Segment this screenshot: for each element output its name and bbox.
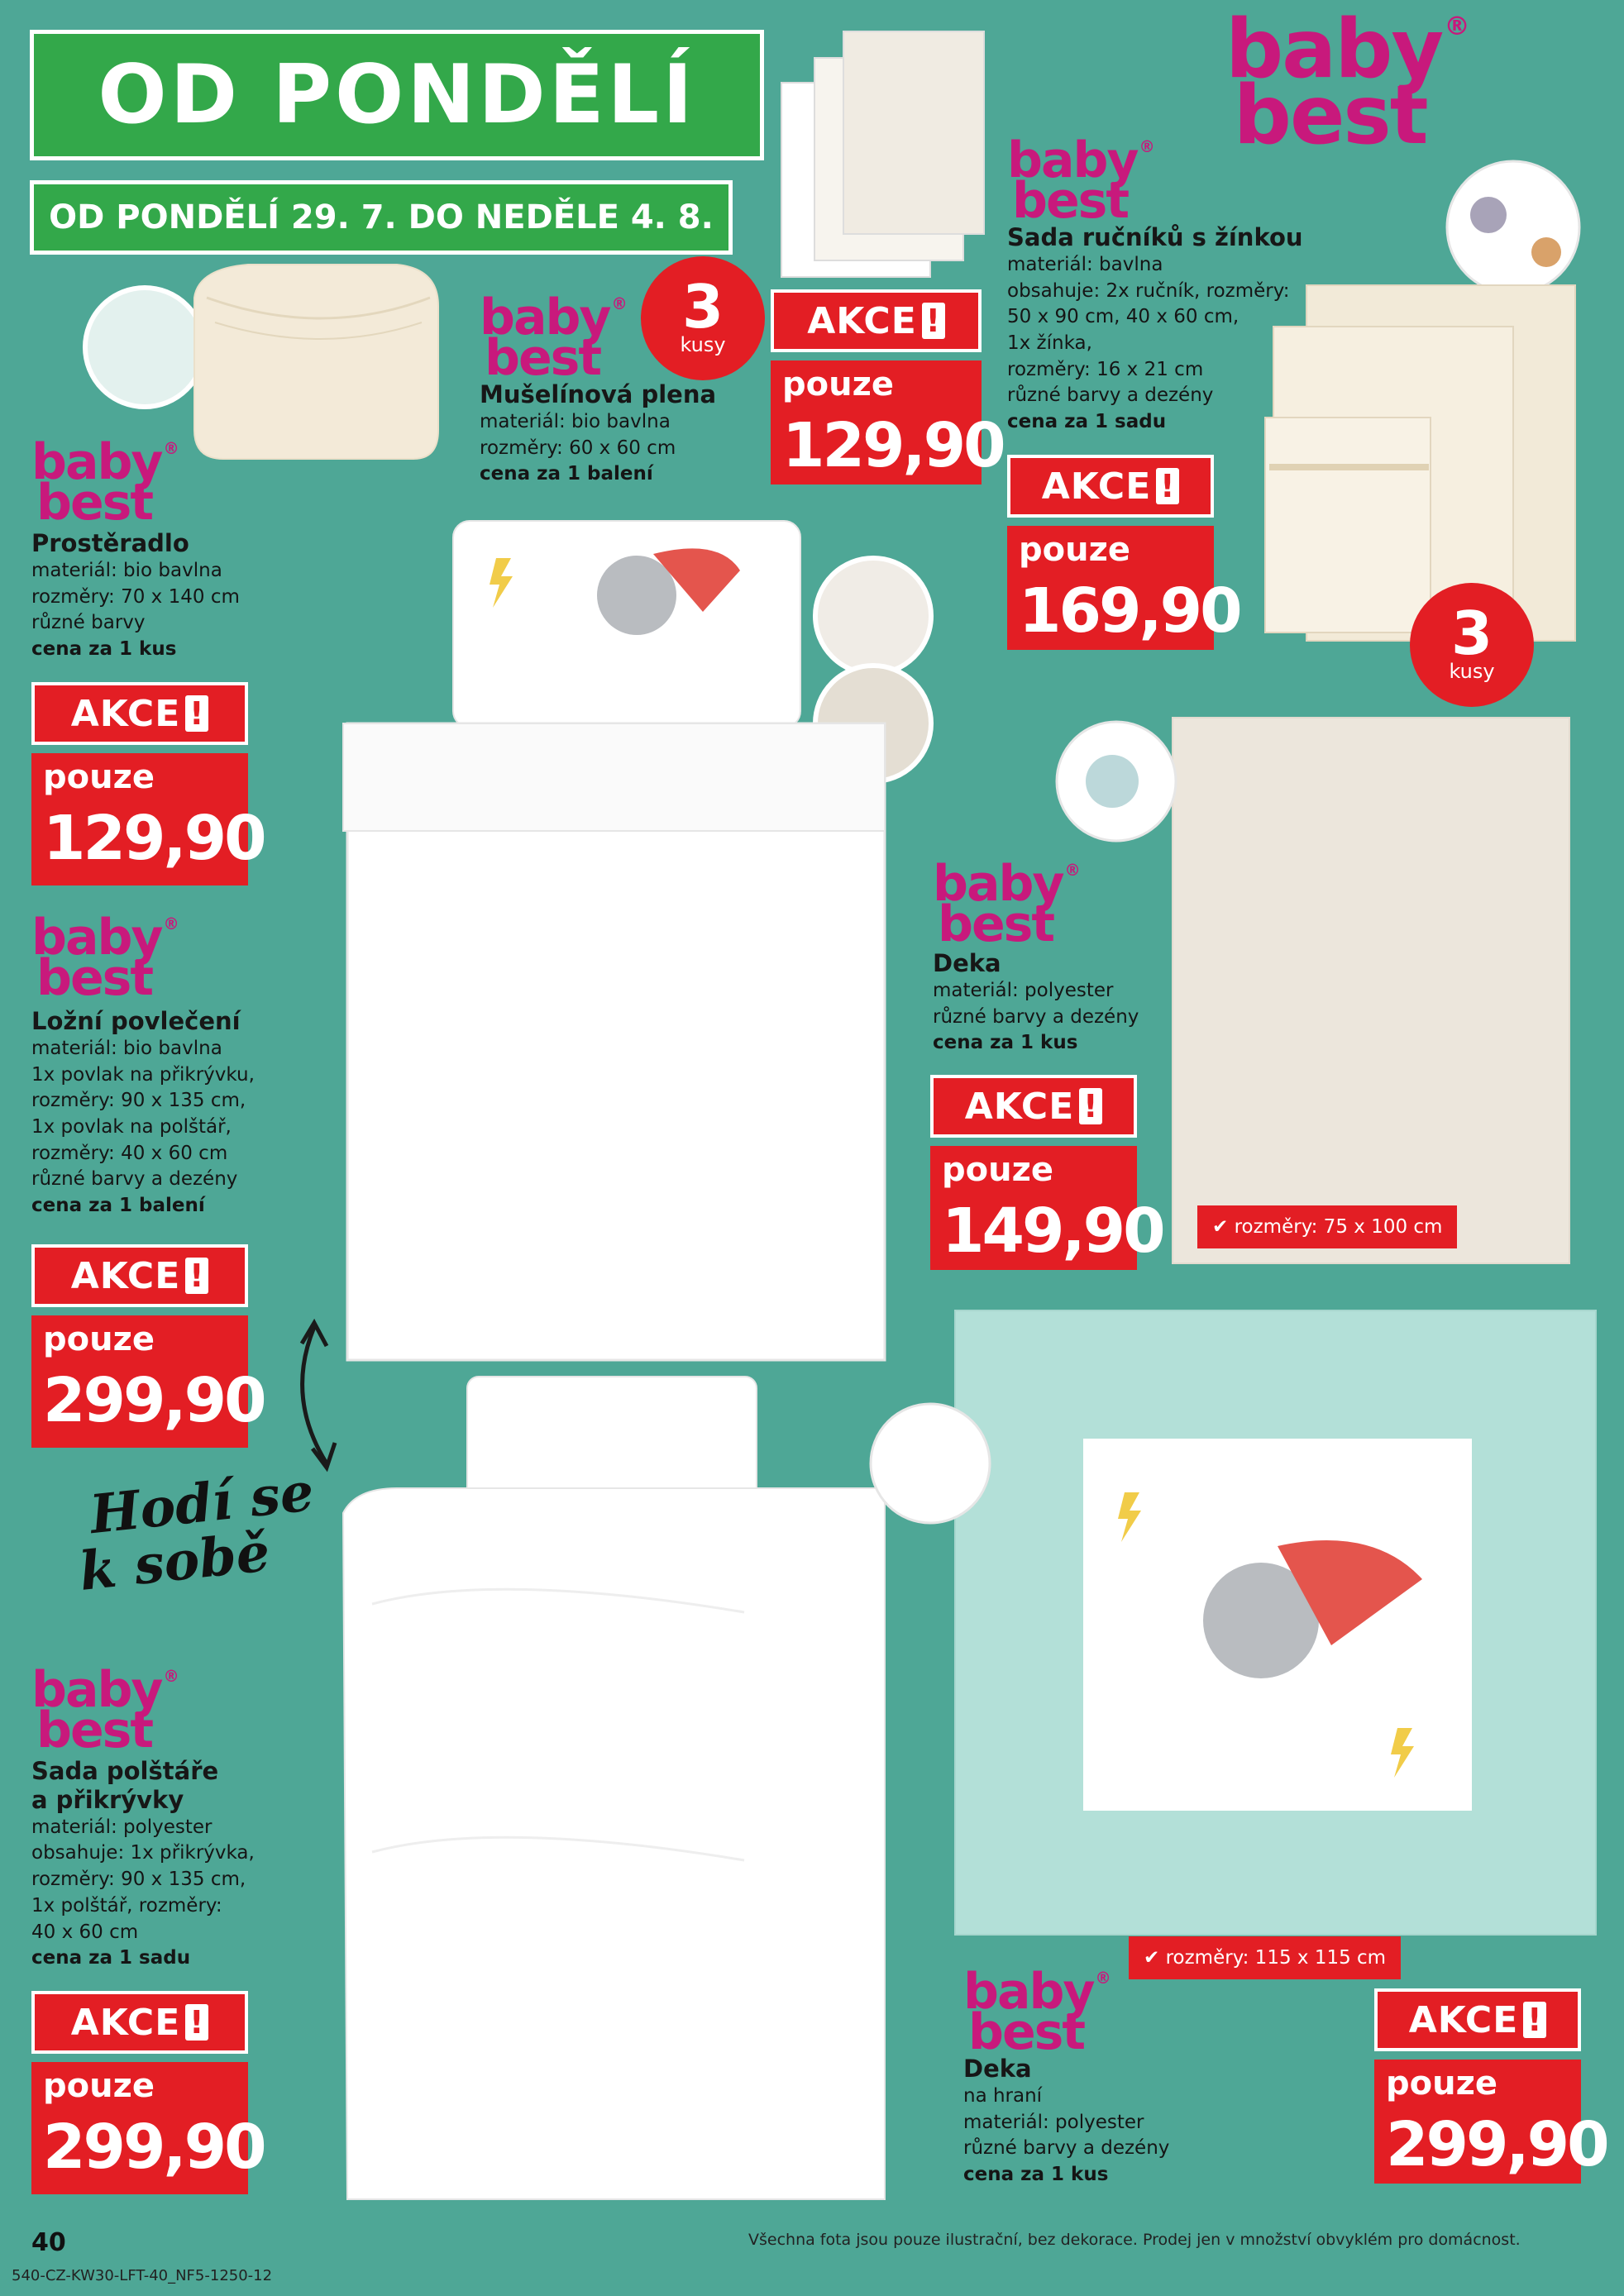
duvet-image: [343, 723, 885, 1360]
page-number: 40: [31, 2228, 66, 2257]
pillow-image: [453, 521, 800, 728]
akce-label: AKCE !: [1374, 1988, 1581, 2051]
price-tag-sada: AKCE ! pouze 299,90: [31, 1991, 248, 2194]
product-details: na hraní materiál: polyester různé barvy a dezény cena za 1 kus: [963, 2084, 1170, 2185]
three-pcs-badge: 3 kusy: [641, 256, 765, 380]
disclaimer: Všechna fota jsou pouze ilustrační, bez dekorace. Prodej jen v množství obvyklém pro domácnost.: [748, 2231, 1521, 2249]
fitted-sheet-image: [85, 265, 438, 459]
product-name: Prostěradlo: [31, 529, 189, 557]
akce-label: AKCE !: [31, 682, 248, 745]
price: 129,90: [43, 803, 265, 874]
price-tag-musel: AKCE ! pouze 129,90: [771, 289, 982, 484]
product-details: materiál: bio bavlna rozměry: 60 x 60 cm cena za 1 balení: [480, 410, 676, 485]
pillow-quilt-image: [343, 1377, 885, 2199]
brand-logo: baby ® best: [31, 909, 178, 1008]
akce-label: AKCE !: [930, 1075, 1137, 1138]
price-tag-deka1: AKCE ! pouze 149,90: [930, 1075, 1137, 1270]
product-name: Mušelínová plena: [480, 380, 717, 408]
double-arrow-icon: [302, 1323, 335, 1468]
price: 129,90: [782, 410, 1004, 481]
product-name: Ložní povlečení: [31, 1007, 241, 1035]
product-details: materiál: bio bavlna 1x povlak na přikrývku, rozměry: 90 x 135 cm, 1x povlak na polštář, rozměry: 40 x 60 cm různé barvy a dezény cena za 1 balení: [31, 1037, 255, 1217]
print-code: 540-CZ-KW30-LFT-40_NF5-1250-12: [12, 2267, 273, 2284]
size-badge: ✔ rozměry: 75 x 100 cm: [1197, 1205, 1457, 1248]
product-name: Deka: [933, 949, 1001, 977]
price-tag-prosteradlo: AKCE ! pouze 129,90: [31, 682, 248, 885]
date-range: OD PONDĚLÍ 29. 7. DO NEDĚLE 4. 8.: [49, 198, 714, 236]
product-povleceni: [31, 1007, 346, 1220]
product-details: materiál: polyester různé barvy a dezény cena za 1 kus: [933, 979, 1139, 1054]
product-name: Sada polštáře a přikrývky: [31, 1757, 219, 1814]
product-name: Deka: [963, 2055, 1032, 2083]
product-rucniky: [1007, 223, 1321, 436]
brand-logo: baby ® best: [1007, 131, 1154, 231]
akce-label: AKCE !: [31, 1244, 248, 1307]
product-musel: [480, 380, 777, 488]
price: 169,90: [1019, 575, 1240, 647]
size-badge: ✔ rozměry: 115 x 115 cm: [1129, 1936, 1401, 1979]
brand-logo: baby ® best: [31, 433, 178, 532]
muslin-image: [781, 31, 984, 277]
playmat-image: [871, 1310, 1596, 1935]
price: 299,90: [43, 2112, 265, 2183]
akce-label: AKCE !: [771, 289, 982, 352]
brand-logo-large: baby® best: [1225, 2, 1469, 164]
akce-label: AKCE !: [31, 1991, 248, 2054]
price: 299,90: [43, 1365, 265, 1436]
product-sada: [31, 1757, 346, 1972]
akce-label: AKCE !: [1007, 455, 1214, 518]
product-details: materiál: bavlna obsahuje: 2x ručník, rozměry: 50 x 90 cm, 40 x 60 cm, 1x žínka, rozměry: 16 x 21 cm různé barvy a dezény cena za 1 sadu: [1007, 253, 1290, 433]
product-details: materiál: bio bavlna rozměry: 70 x 140 cm různé barvy cena za 1 kus: [31, 559, 240, 660]
header-title: OD PONDĚLÍ: [98, 48, 696, 142]
price-tag-deka2: AKCE ! pouze 299,90: [1374, 1988, 1581, 2184]
three-pcs-badge: 3 kusy: [1410, 583, 1534, 707]
product-name: Sada ručníků s žínkou: [1007, 223, 1303, 251]
handwritten-note: Hodí se k sobě: [76, 1461, 317, 1604]
product-details: materiál: polyester obsahuje: 1x přikrývka, rozměry: 90 x 135 cm, 1x polštář, rozměry: 40 x 60 cm cena za 1 sadu: [31, 1816, 255, 1969]
brand-logo: baby ® best: [31, 1661, 178, 1760]
price: 149,90: [942, 1196, 1163, 1267]
brand-logo: baby ® best: [963, 1963, 1110, 2062]
brand-logo: baby ® best: [480, 289, 626, 388]
price-tag-rucniky: AKCE ! pouze 169,90: [1007, 455, 1214, 650]
price: 299,90: [1386, 2109, 1607, 2180]
brand-logo: baby ® best: [933, 855, 1079, 954]
product-deka1: [933, 949, 1173, 1057]
product-prosteradlo: [31, 529, 346, 663]
price-tag-povleceni: AKCE ! pouze 299,90: [31, 1244, 248, 1448]
product-deka2: [963, 2055, 1211, 2189]
